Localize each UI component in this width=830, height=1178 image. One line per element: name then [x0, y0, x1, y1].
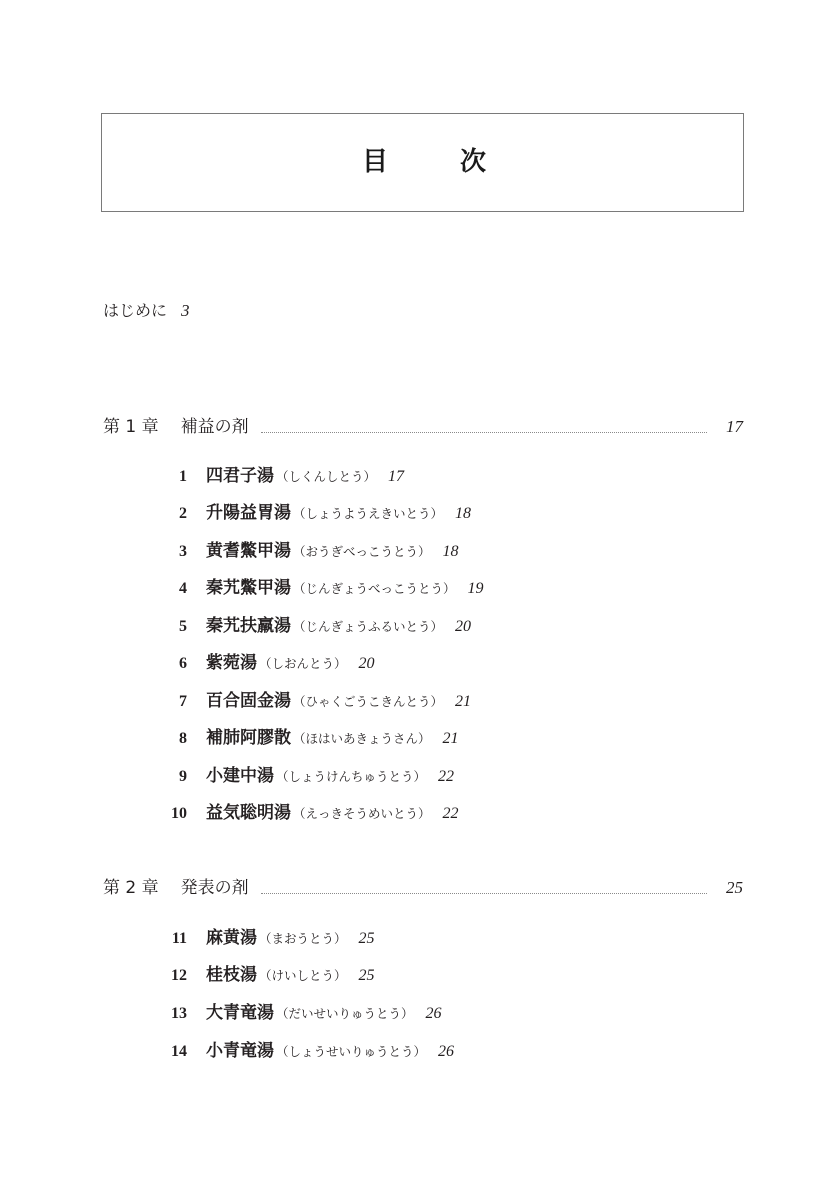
- entry-name: 升陽益胃湯: [206, 503, 291, 523]
- entry-number: 6: [179, 655, 187, 672]
- chapter-name: 補益の剤: [180, 417, 249, 437]
- entry-number: 14: [171, 1043, 187, 1060]
- entry-reading: （じんぎょうふるいとう）: [293, 619, 444, 634]
- entry-reading: （ほはいあきょうさん）: [293, 731, 431, 746]
- chapter-page-number: 17: [726, 417, 743, 436]
- entry-name: 小青竜湯: [206, 1041, 274, 1061]
- entry-page-number: 19: [467, 580, 484, 597]
- entry-reading: （しくんしとう）: [276, 469, 377, 484]
- entry-name: 大青竜湯: [206, 1003, 274, 1023]
- intro-page-number: 3: [181, 301, 190, 320]
- chapter-number: 第 2 章: [103, 878, 159, 898]
- entry-reading: （しょうせいりゅうとう）: [276, 1044, 427, 1059]
- entry-number: 1: [179, 468, 187, 485]
- entry-page-number: 21: [442, 730, 459, 747]
- entry-reading: （じんぎょうべっこうとう）: [293, 581, 456, 596]
- entry-number: 2: [179, 505, 187, 522]
- entry-reading: （ひゃくごうこきんとう）: [293, 694, 444, 709]
- entry-number: 12: [171, 967, 187, 984]
- toc-entry[interactable]: [160, 723, 459, 749]
- entry-name: 麻黄湯: [206, 928, 257, 948]
- entry-number: 5: [179, 618, 187, 635]
- entry-page-number: 18: [442, 543, 459, 560]
- toc-title-box: [101, 113, 744, 212]
- entry-page-number: 17: [388, 468, 405, 485]
- entry-number: 3: [179, 543, 187, 560]
- chapter-name: 発表の剤: [180, 878, 249, 898]
- entry-page-number: 25: [358, 930, 375, 947]
- entry-page-number: 26: [438, 1043, 455, 1060]
- entry-reading: （しょうけんちゅうとう）: [276, 769, 427, 784]
- entry-reading: （しょうようえきいとう）: [293, 506, 444, 521]
- entry-name: 秦艽鱉甲湯: [206, 578, 291, 598]
- entry-reading: （だいせいりゅうとう）: [276, 1006, 414, 1021]
- entry-name: 補肺阿膠散: [206, 728, 291, 748]
- entry-name: 四君子湯: [206, 466, 274, 486]
- entry-name: 益気聡明湯: [206, 803, 291, 823]
- entry-page-number: 25: [358, 967, 375, 984]
- entry-name: 小建中湯: [206, 766, 274, 786]
- chapter-heading[interactable]: [103, 413, 743, 439]
- toc-entry[interactable]: [160, 923, 375, 949]
- intro-label: はじめに: [103, 301, 168, 320]
- toc-entry[interactable]: [160, 498, 471, 524]
- toc-entry[interactable]: [160, 686, 471, 712]
- entry-name: 紫菀湯: [206, 653, 257, 673]
- entry-name: 秦艽扶羸湯: [206, 616, 291, 636]
- toc-entry[interactable]: [160, 611, 471, 637]
- entry-number: 11: [171, 930, 187, 947]
- toc-entry[interactable]: [160, 998, 442, 1024]
- entry-number: 10: [171, 805, 187, 822]
- chapter-number: 第 1 章: [103, 417, 159, 437]
- entry-name: 桂枝湯: [206, 965, 257, 985]
- dot-leader: [261, 431, 707, 433]
- chapter-page-number: 25: [726, 878, 743, 897]
- entry-page-number: 20: [455, 618, 472, 635]
- entry-page-number: 20: [358, 655, 375, 672]
- toc-entry[interactable]: [160, 536, 459, 562]
- entry-reading: （まおうとう）: [259, 931, 347, 946]
- entry-reading: （けいしとう）: [259, 968, 347, 983]
- toc-intro-entry[interactable]: [103, 299, 190, 323]
- entry-reading: （えっきそうめいとう）: [293, 806, 431, 821]
- toc-entry[interactable]: [160, 960, 375, 986]
- entry-reading: （しおんとう）: [259, 656, 347, 671]
- chapter-heading[interactable]: [103, 874, 743, 900]
- dot-leader: [261, 892, 707, 894]
- entry-page-number: 22: [442, 805, 459, 822]
- entry-number: 13: [171, 1005, 187, 1022]
- entry-page-number: 18: [455, 505, 472, 522]
- toc-entry[interactable]: [160, 648, 375, 674]
- entry-number: 8: [179, 730, 187, 747]
- toc-entry[interactable]: [160, 461, 404, 487]
- entry-page-number: 26: [425, 1005, 442, 1022]
- entry-page-number: 22: [438, 768, 455, 785]
- toc-entry[interactable]: [160, 573, 484, 599]
- entry-reading: （おうぎべっこうとう）: [293, 544, 431, 559]
- toc-entry[interactable]: [160, 798, 459, 824]
- toc-title-char-1: 目: [362, 147, 389, 177]
- entry-number: 7: [179, 693, 187, 710]
- entry-number: 4: [179, 580, 187, 597]
- entry-page-number: 21: [455, 693, 472, 710]
- toc-entry[interactable]: [160, 761, 454, 787]
- toc-title-char-2: 次: [460, 147, 487, 177]
- entry-name: 百合固金湯: [206, 691, 291, 711]
- toc-entry[interactable]: [160, 1036, 454, 1062]
- entry-name: 黄耆鱉甲湯: [206, 541, 291, 561]
- entry-number: 9: [179, 768, 187, 785]
